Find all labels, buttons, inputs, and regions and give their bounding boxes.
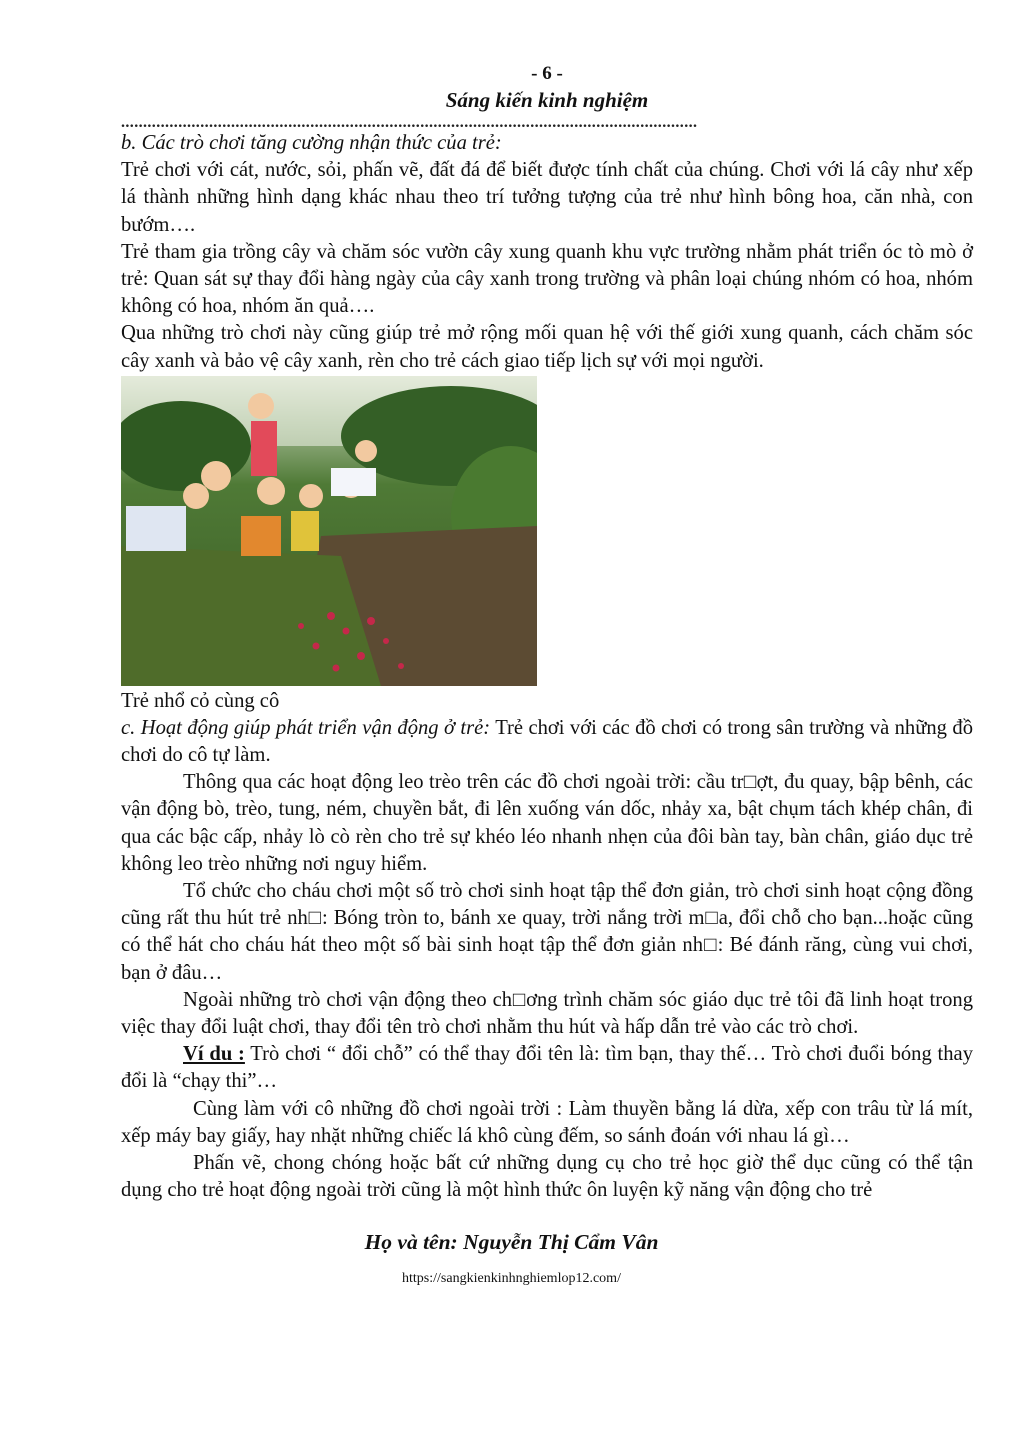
example-text: Trò chơi “ đổi chỗ” có thể thay đổi tên là: tìm bạn, thay thế… Trò chơi đuổi bóng thay đổi là “chạy thi”… (121, 1043, 973, 1093)
section-c-paragraph-2: Tổ chức cho cháu chơi một số trò chơi sinh hoạt tập thể đơn giản, trò chơi sinh hoạt cộng đồng cũng rất thu hút trẻ nh□: Bóng tròn to, bánh xe quay, trời nắng trời m□a, đổi chỗ cho bạn...hoặc cũng có thể hát cho cháu hát theo một số bài sinh hoạt tập thể đơn giản nh□: Bé đánh răng, cùng vui chơi, bạn ở đâu… (121, 880, 973, 984)
dotted-rule: ................................................................................................................................... (121, 116, 698, 130)
section-c-paragraph-3: Ngoài những trò chơi vận động theo ch□ơng trình chăm sóc giáo dục trẻ tôi đã linh hoạt trong việc thay đổi luật chơi, thay đổi tên trò chơi nhằm thu hút và hấp dẫn trẻ vào các trò chơi. (121, 988, 973, 1039)
section-c-heading: c. Hoạt động giúp phát triển vận động ở trẻ: (121, 716, 491, 739)
example-paragraph (121, 1041, 973, 1095)
section-c-heading-paragraph (121, 715, 973, 769)
section-c-paragraph-4: Cùng làm với cô những đồ chơi ngoài trời : Làm thuyền bằng lá dừa, xếp con trâu từ lá mít, xếp máy bay giấy, hay nhặt những chiếc lá khô cùng đếm, so sánh đoán với nhau lá gì… (121, 1097, 973, 1147)
section-c-heading-rest: Trẻ chơi với các đồ chơi có trong sân trường và những đồ chơi do cô tự làm. (121, 716, 973, 767)
section-b-paragraph-3: Qua những trò chơi này cũng giúp trẻ mở rộng mối quan hệ với thế giới xung quanh, cách chăm sóc cây xanh và bảo vệ cây xanh, rèn cho trẻ cách giao tiếp lịch sự với mọi người. (121, 322, 973, 372)
children-weeding-photo (121, 376, 537, 686)
page-number: - 6 - (531, 63, 563, 84)
section-b-heading: b. Các trò chơi tăng cường nhận thức của trẻ: (121, 132, 502, 154)
section-c-paragraph-5: Phấn vẽ, chong chóng hoặc bất cứ những dụng cụ cho trẻ học giờ thể dục cũng có thể tận dụng cho trẻ hoạt động ngoài trời cũng là một hình thức ôn luyện kỹ năng vận động cho trẻ (121, 1152, 973, 1202)
document-title: Sáng kiến kinh nghiệm (445, 88, 649, 112)
photo-caption: Trẻ nhổ cỏ cùng cô (121, 689, 280, 712)
example-label: Ví du : (183, 1043, 245, 1066)
section-b-paragraph-2: Trẻ tham gia trồng cây và chăm sóc vườn cây xung quanh khu vực trường nhằm phát triển óc tò mò ở trẻ: Quan sát sự thay đổi hàng ngày của cây xanh trong trường và phân loại chúng nhóm có hoa, nhóm không có hoa, nhóm ăn quả…. (121, 240, 973, 318)
source-url: https://sangkienkinhnghiemlop12.com/ (402, 1271, 621, 1287)
author-name: Họ và tên: Nguyễn Thị Cẩm Vân (364, 1230, 659, 1255)
section-b-paragraph-1: Trẻ chơi với cát, nước, sỏi, phấn vẽ, đất đá để biết được tính chất của chúng. Chơi với lá cây như xếp lá thành những hình dạng khác nhau theo trí tưởng tượng của trẻ như hình bông hoa, căn nhà, con bướm…. (121, 159, 973, 236)
document-page (121, 62, 973, 1287)
section-c-paragraph-1: Thông qua các hoạt động leo trèo trên các đồ chơi ngoài trời: cầu tr□ợt, đu quay, bập bênh, các vận động bò, trèo, tung, ném, chuyền bắt, đi lên xuống ván dốc, nhảy xa, bật chụm tách khép chân, đi qua các bậc cấp, nhảy lò cò rèn cho trẻ sự khéo léo nhanh nhẹn của đôi bàn tay, bàn chân, giáo dục trẻ không leo trèo những nơi nguy hiểm. (121, 771, 973, 875)
